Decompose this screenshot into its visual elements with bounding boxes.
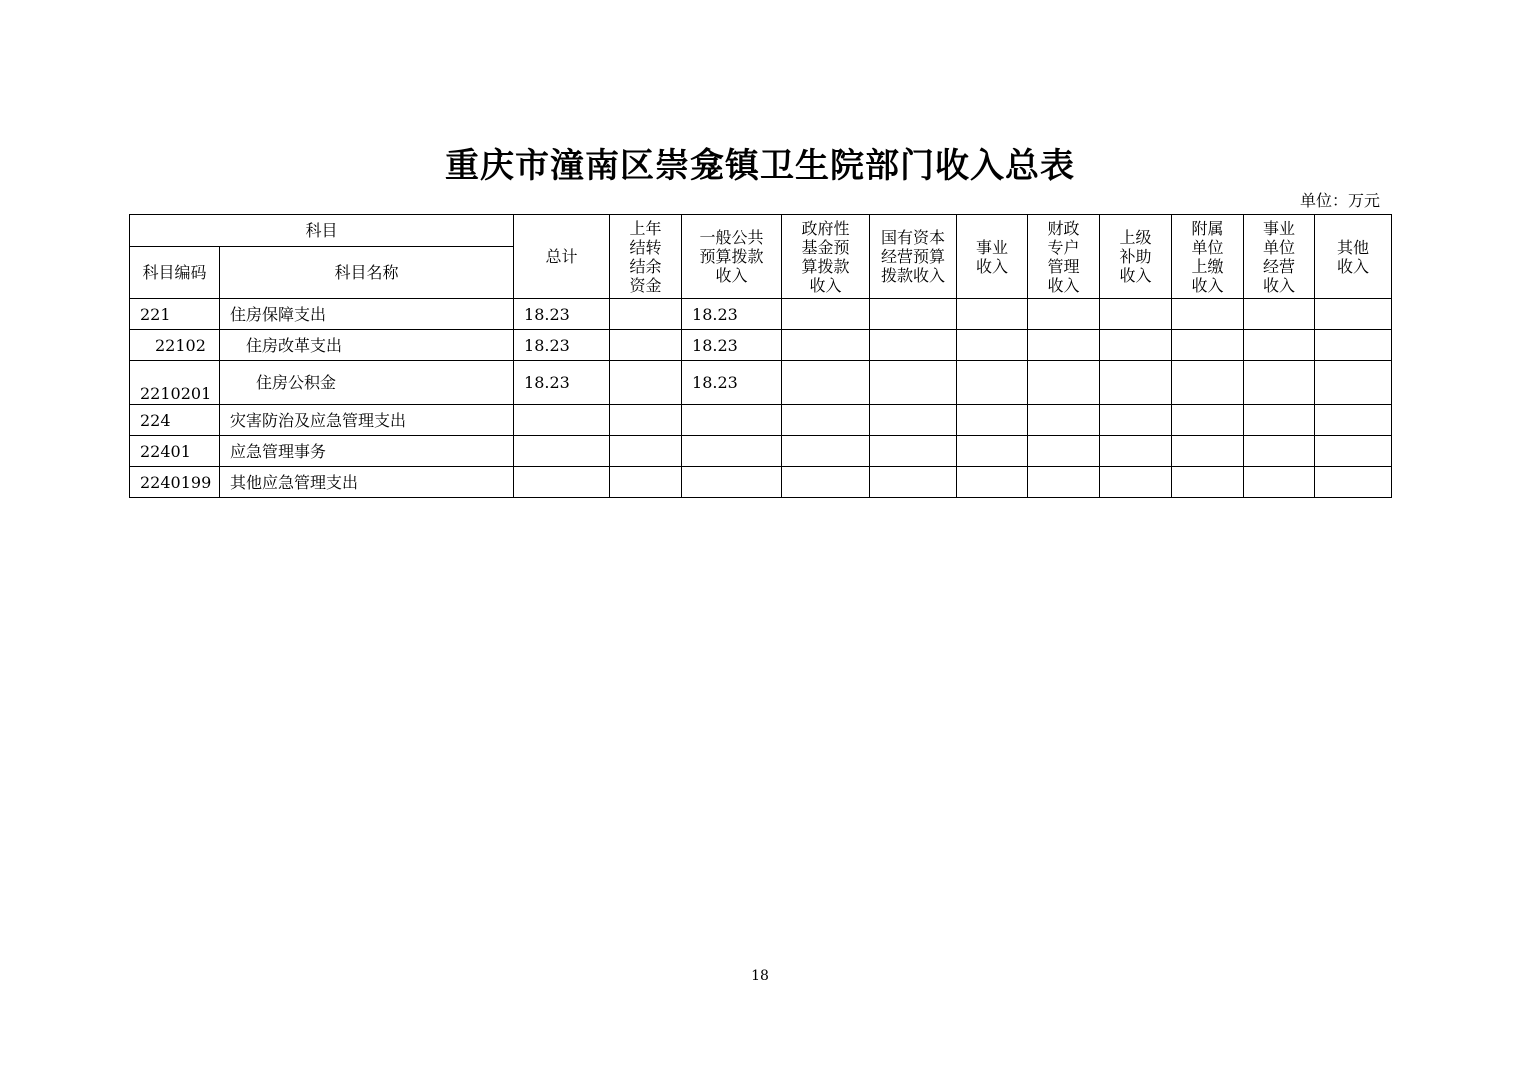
business-operation-cell <box>1244 467 1315 498</box>
subject-code-cell: 2210201 <box>130 361 220 405</box>
state-capital-cell <box>870 467 957 498</box>
header-general-budget: 一般公共预算拨款收入 <box>682 215 782 299</box>
affiliated-unit-cell <box>1172 361 1244 405</box>
business-income-cell <box>957 361 1028 405</box>
business-operation-cell <box>1244 299 1315 330</box>
table-row <box>130 467 1392 498</box>
general-budget-cell <box>682 405 782 436</box>
gov-fund-cell <box>782 299 870 330</box>
superior-subsidy-cell <box>1100 330 1172 361</box>
other-income-cell <box>1315 361 1392 405</box>
unit-label: 单位：万元 <box>1299 191 1380 210</box>
business-operation-cell <box>1244 330 1315 361</box>
prev-year-cell <box>610 361 682 405</box>
header-state-capital: 国有资本经营预算拨款收入 <box>870 215 957 299</box>
business-income-cell <box>957 436 1028 467</box>
header-affiliated-unit: 附属单位上缴收入 <box>1172 215 1244 299</box>
subject-name-cell: 其他应急管理支出 <box>220 467 514 498</box>
general-budget-cell <box>682 467 782 498</box>
affiliated-unit-cell <box>1172 299 1244 330</box>
header-subject-group: 科目 <box>130 215 514 247</box>
prev-year-cell <box>610 436 682 467</box>
table-row <box>130 330 1392 361</box>
page-number: 18 <box>751 968 769 984</box>
affiliated-unit-cell <box>1172 436 1244 467</box>
fiscal-special-cell <box>1028 299 1100 330</box>
business-operation-cell <box>1244 436 1315 467</box>
gov-fund-cell <box>782 405 870 436</box>
general-budget-cell <box>682 436 782 467</box>
affiliated-unit-cell <box>1172 330 1244 361</box>
fiscal-special-cell <box>1028 405 1100 436</box>
gov-fund-cell <box>782 436 870 467</box>
state-capital-cell <box>870 330 957 361</box>
gov-fund-cell <box>782 467 870 498</box>
income-summary-table <box>129 214 1392 498</box>
header-superior-subsidy: 上级补助收入 <box>1100 215 1172 299</box>
subject-code-cell: 22401 <box>130 436 220 467</box>
state-capital-cell <box>870 361 957 405</box>
other-income-cell <box>1315 467 1392 498</box>
total-cell <box>514 405 610 436</box>
subject-code-cell: 224 <box>130 405 220 436</box>
business-income-cell <box>957 405 1028 436</box>
state-capital-cell <box>870 436 957 467</box>
gov-fund-cell <box>782 361 870 405</box>
general-budget-cell: 18.23 <box>682 361 782 405</box>
header-fiscal-special: 财政专户管理收入 <box>1028 215 1100 299</box>
total-cell <box>514 436 610 467</box>
subject-name-cell: 住房保障支出 <box>220 299 514 330</box>
affiliated-unit-cell <box>1172 467 1244 498</box>
superior-subsidy-cell <box>1100 467 1172 498</box>
fiscal-special-cell <box>1028 436 1100 467</box>
subject-name-cell: 应急管理事务 <box>220 436 514 467</box>
other-income-cell <box>1315 405 1392 436</box>
subject-name-cell: 灾害防治及应急管理支出 <box>220 405 514 436</box>
subject-code-cell: 221 <box>130 299 220 330</box>
gov-fund-cell <box>782 330 870 361</box>
header-other-income: 其他收入 <box>1315 215 1392 299</box>
superior-subsidy-cell <box>1100 361 1172 405</box>
superior-subsidy-cell <box>1100 436 1172 467</box>
fiscal-special-cell <box>1028 467 1100 498</box>
header-business-income: 事业收入 <box>957 215 1028 299</box>
subject-code-cell: 2240199 <box>130 467 220 498</box>
business-operation-cell <box>1244 361 1315 405</box>
business-operation-cell <box>1244 405 1315 436</box>
total-cell: 18.23 <box>514 330 610 361</box>
header-gov-fund: 政府性基金预算拨款收入 <box>782 215 870 299</box>
page-title: 重庆市潼南区崇龛镇卫生院部门收入总表 <box>445 146 1075 186</box>
general-budget-cell: 18.23 <box>682 299 782 330</box>
table-row <box>130 361 1392 405</box>
affiliated-unit-cell <box>1172 405 1244 436</box>
prev-year-cell <box>610 405 682 436</box>
business-income-cell <box>957 467 1028 498</box>
fiscal-special-cell <box>1028 330 1100 361</box>
prev-year-cell <box>610 467 682 498</box>
business-income-cell <box>957 299 1028 330</box>
header-prev-year-balance: 上年结转结余资金 <box>610 215 682 299</box>
header-subject-code: 科目编码 <box>130 247 220 299</box>
header-subject-name: 科目名称 <box>220 247 514 299</box>
prev-year-cell <box>610 299 682 330</box>
superior-subsidy-cell <box>1100 299 1172 330</box>
subject-name-cell: 住房公积金 <box>220 361 514 405</box>
header-business-operation: 事业单位经营收入 <box>1244 215 1315 299</box>
prev-year-cell <box>610 330 682 361</box>
state-capital-cell <box>870 299 957 330</box>
subject-name-cell: 住房改革支出 <box>220 330 514 361</box>
business-income-cell <box>957 330 1028 361</box>
total-cell: 18.23 <box>514 299 610 330</box>
superior-subsidy-cell <box>1100 405 1172 436</box>
header-total: 总计 <box>514 215 610 299</box>
other-income-cell <box>1315 299 1392 330</box>
total-cell: 18.23 <box>514 361 610 405</box>
other-income-cell <box>1315 330 1392 361</box>
subject-code-cell: 22102 <box>130 330 220 361</box>
state-capital-cell <box>870 405 957 436</box>
total-cell <box>514 467 610 498</box>
table-row <box>130 299 1392 330</box>
general-budget-cell: 18.23 <box>682 330 782 361</box>
table-row <box>130 405 1392 436</box>
other-income-cell <box>1315 436 1392 467</box>
fiscal-special-cell <box>1028 361 1100 405</box>
table-row <box>130 436 1392 467</box>
